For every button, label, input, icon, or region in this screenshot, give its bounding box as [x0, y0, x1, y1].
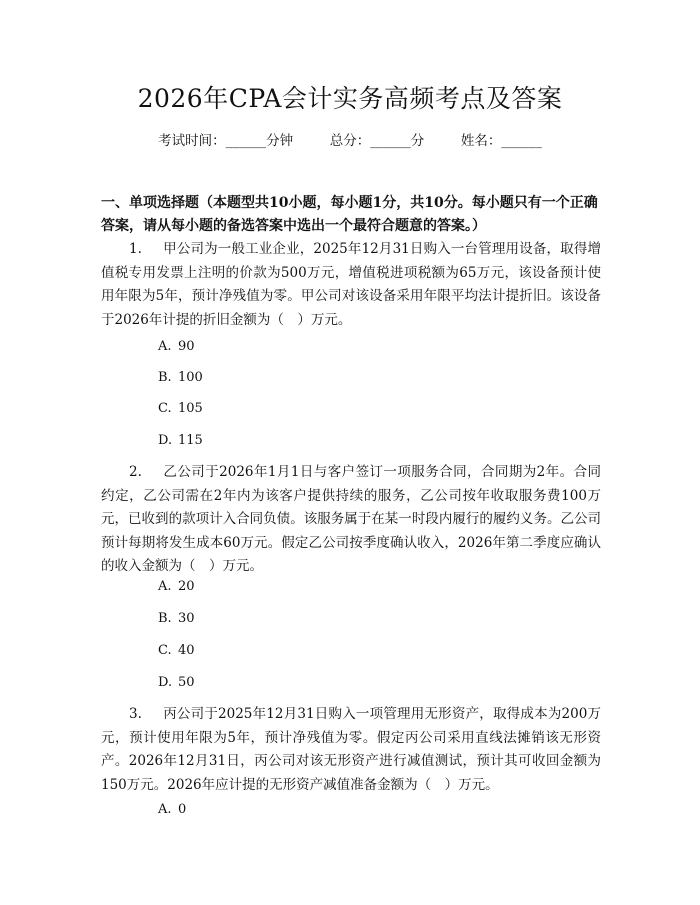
option-text: 115: [178, 433, 203, 448]
option-letter: B.: [158, 611, 172, 626]
option-text: 20: [178, 579, 195, 594]
question-1-option-b: [158, 368, 203, 388]
question-number: 3.: [129, 706, 142, 722]
option-text: 90: [178, 339, 195, 354]
option-letter: D.: [158, 433, 173, 448]
option-letter: C.: [158, 401, 172, 416]
question-2-option-c: [158, 641, 195, 661]
total-score-label: 总分：______分: [329, 133, 425, 149]
question-text: 甲公司为一般工业企业，2025年12月31日购入一台管理用设备，取得增值税专用发票上注明的价款为500万元，增值税进项税额为65万元，该设备预计使用年限为5年，预计净残值为零。甲公司对该设备采用年限平均法计提折旧。该设备于2026年计提的折旧金额为（ ）万元。: [101, 241, 601, 328]
option-letter: D.: [158, 675, 173, 690]
option-text: 50: [178, 675, 195, 690]
option-letter: C.: [158, 643, 172, 658]
option-letter: B.: [158, 370, 172, 385]
question-text: 乙公司于2026年1月1日与客户签订一项服务合同，合同期为2年。合同约定，乙公司需在2年内为该客户提供持续的服务，乙公司按年收取服务费100万元，已收到的款项计入合同负债。该服务属于在某一时段内履行的履约义务。乙公司预计每期将发生成本60万元。假定乙公司按季度确认收入，2026年第二季度应确认的收入金额为（ ）万元。: [101, 464, 601, 574]
question-1-option-a: [158, 337, 195, 357]
question-2-option-b: [158, 609, 195, 629]
question-text: 丙公司于2025年12月31日购入一项管理用无形资产，取得成本为200万元，预计使用年限为5年，预计净残值为零。假定丙公司采用直线法摊销该无形资产。2026年12月31日，丙公司对该无形资产进行减值测试，预计其可收回金额为150万元。2026年应计提的无形资产减值准备金额为（ ）万元。: [101, 706, 601, 793]
option-letter: A.: [158, 802, 172, 817]
option-text: 0: [178, 802, 187, 817]
option-text: 40: [178, 643, 195, 658]
section-heading: 一、单项选择题（本题型共10小题，每小题1分，共10分。每小题只有一个正确答案，请从每小题的备选答案中选出一个最符合题意的答案。）: [101, 195, 598, 234]
name-label: 姓名：______: [460, 133, 542, 149]
question-1: [101, 238, 601, 332]
question-number: 1.: [129, 241, 142, 257]
option-text: 100: [178, 370, 203, 385]
option-letter: A.: [158, 579, 172, 594]
option-text: 30: [178, 611, 195, 626]
question-1-option-c: [158, 399, 203, 419]
question-2-option-d: [158, 673, 195, 693]
question-2: [101, 461, 601, 579]
question-1-option-d: [158, 431, 203, 451]
question-number: 2.: [129, 464, 142, 480]
exam-time-label: 考试时间：______分钟: [158, 133, 294, 149]
option-text: 105: [178, 401, 203, 416]
option-letter: A.: [158, 339, 172, 354]
question-3-option-a: [158, 800, 186, 820]
question-3: [101, 703, 601, 797]
question-2-option-a: [158, 577, 195, 597]
exam-meta: [0, 131, 700, 151]
page-title: 2026年CPA会计实务高频考点及答案: [137, 84, 563, 113]
